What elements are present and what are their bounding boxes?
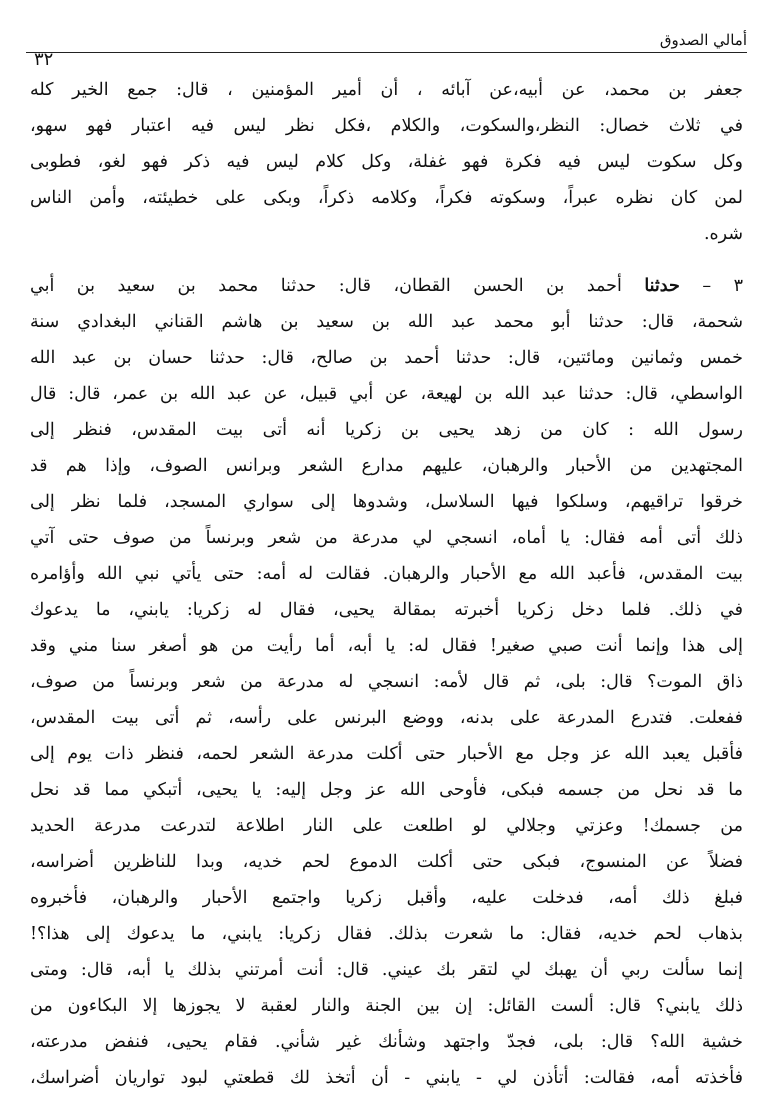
text-line: فأقبل يعبد الله عز وجل مع الأحبار حتى أكلت مدرعة الشعر لحمه، فنظر ذات يوم إلى (30, 744, 743, 764)
text-line: خرقوا تراقيهم، وسلكوا فيها السلاسل، وشدوها إلى سواري المسجد، فلما نظر إلى (30, 492, 743, 512)
page-number: ٣٢ (34, 49, 54, 70)
hadith-first-line (30, 268, 743, 304)
text-line: بيت المقدس، فأعبد الله مع الأحبار والرهبان. فقالت له أمه: حتى يأتي نبي الله وأؤامره (30, 564, 743, 584)
paragraph-1 (30, 72, 743, 252)
text-line: بذهاب لحم خديه، فقال: ما شعرت بذلك. فقال زكريا: يابني، ما يدعوك إلى هذا؟! (30, 924, 743, 944)
page-header (26, 18, 747, 70)
text-line: فأخذته أمه، فقالت: أتأذن لي - يابني - أن أتخذ لك قطعتي لبود تواريان أضراسك، (30, 1068, 743, 1088)
book-title: أمالي الصدوق (659, 31, 747, 49)
text-line: أحمد بن الحسن القطان، قال: حدثنا محمد بن سعيد بن أبي (30, 276, 622, 296)
header-divider (26, 52, 747, 53)
text-line: المجتهدين من الأحبار والرهبان، عليهم مدارع الشعر وبرانس الصوف، وإذا هم قد (30, 456, 743, 476)
text-line: الواسطي، قال: حدثنا عبد الله بن لهيعة، عن أبي قبيل، عن عبد الله بن عمر، قال: قال (30, 384, 743, 404)
page-body (30, 72, 743, 1096)
text-line: خشية الله؟ قال: بلى، فجدّ واجتهد وشأنك غير شأني. فقام يحيى، فنفض مدرعته، (30, 1032, 743, 1052)
text-line: من جسمك! وعزتي وجلالي لو اطلعت على النار اطلاعة لتدرعت مدرعة الحديد (30, 816, 743, 836)
paragraph-2 (30, 268, 743, 1096)
text-line: ففعلت. فتدرع المدرعة على بدنه، ووضع البرنس على رأسه، ثم أتى بيت المقدس، (30, 708, 743, 728)
text-line: شره. (703, 224, 743, 244)
text-line: جعفر بن محمد، عن أبيه،عن آبائه ، أن أمير المؤمنين ، قال: جمع الخير كله (30, 80, 743, 100)
text-line: ذلك أتى أمه فقال: يا أماه، انسجي لي مدرعة من شعر وبرنساً من صوف حتى آتي (30, 528, 743, 548)
text-line: إنما سألت ربي أن يهبك لي لتقر بك عيني. قال: أنت أمرتني بذلك يا أبه، قال: ومتى (30, 960, 743, 980)
text-line: في ذلك. فلما دخل زكريا أخبرته بمقالة يحيى، فقال له زكريا: يابني، ما يدعوك (30, 600, 743, 620)
text-line: في ثلاث خصال: النظر،والسكوت، والكلام ،فكل نظر ليس فيه اعتبار فهو سهو، (30, 116, 743, 136)
text-line: ما قد نحل من جسمه فبكى، فأوحى الله عز وجل إليه: يا يحيى، أتبكي مما قد نحل (30, 780, 743, 800)
text-line: فبلغ ذلك أمه، فدخلت عليه، وأقبل زكريا واجتمع الأحبار والرهبان، فأخبروه (30, 888, 743, 908)
text-line: ذلك يابني؟ قال: ألست القائل: إن بين الجنة والنار لعقبة لا يجوزها إلا البكاءون من (30, 996, 743, 1016)
text-line: إلى هذا وإنما أنت صبي صغير! فقال له: يا أبه، أما رأيت من هو أصغر سنا مني وقد (30, 636, 743, 656)
text-line: ذاق الموت؟ قال: بلى، ثم قال لأمه: انسجي له مدرعة من شعر وبرنساً من صوف، (30, 672, 743, 692)
hadith-number: ٣ – (702, 276, 743, 296)
text-line: وكل سكوت ليس فيه فكرة فهو غفلة، وكل كلام ليس فيه ذكر فهو لغو، فطوبى (30, 152, 743, 172)
text-line: خمس وثمانين ومائتين، قال: حدثنا أحمد بن صالح، قال: حدثنا حسان بن عبد الله (30, 348, 743, 368)
hadith-lead-word: حدثنا (644, 276, 680, 296)
text-line: شحمة، قال: حدثنا أبو محمد عبد الله بن سعيد بن هاشم القناني البغدادي سنة (30, 312, 743, 332)
text-line: رسول الله : كان من زهد يحيى بن زكريا أنه أتى بيت المقدس، فنظر إلى (30, 420, 743, 440)
text-line: فضلاً عن المنسوج، فبكى حتى أكلت الدموع لحم خديه، وبدا للناظرين أضراسه، (30, 852, 743, 872)
text-line: لمن كان نظره عبراً، وسكوته فكراً، وكلامه ذكراً، وبكى على خطيئته، وأمن الناس (30, 188, 743, 208)
